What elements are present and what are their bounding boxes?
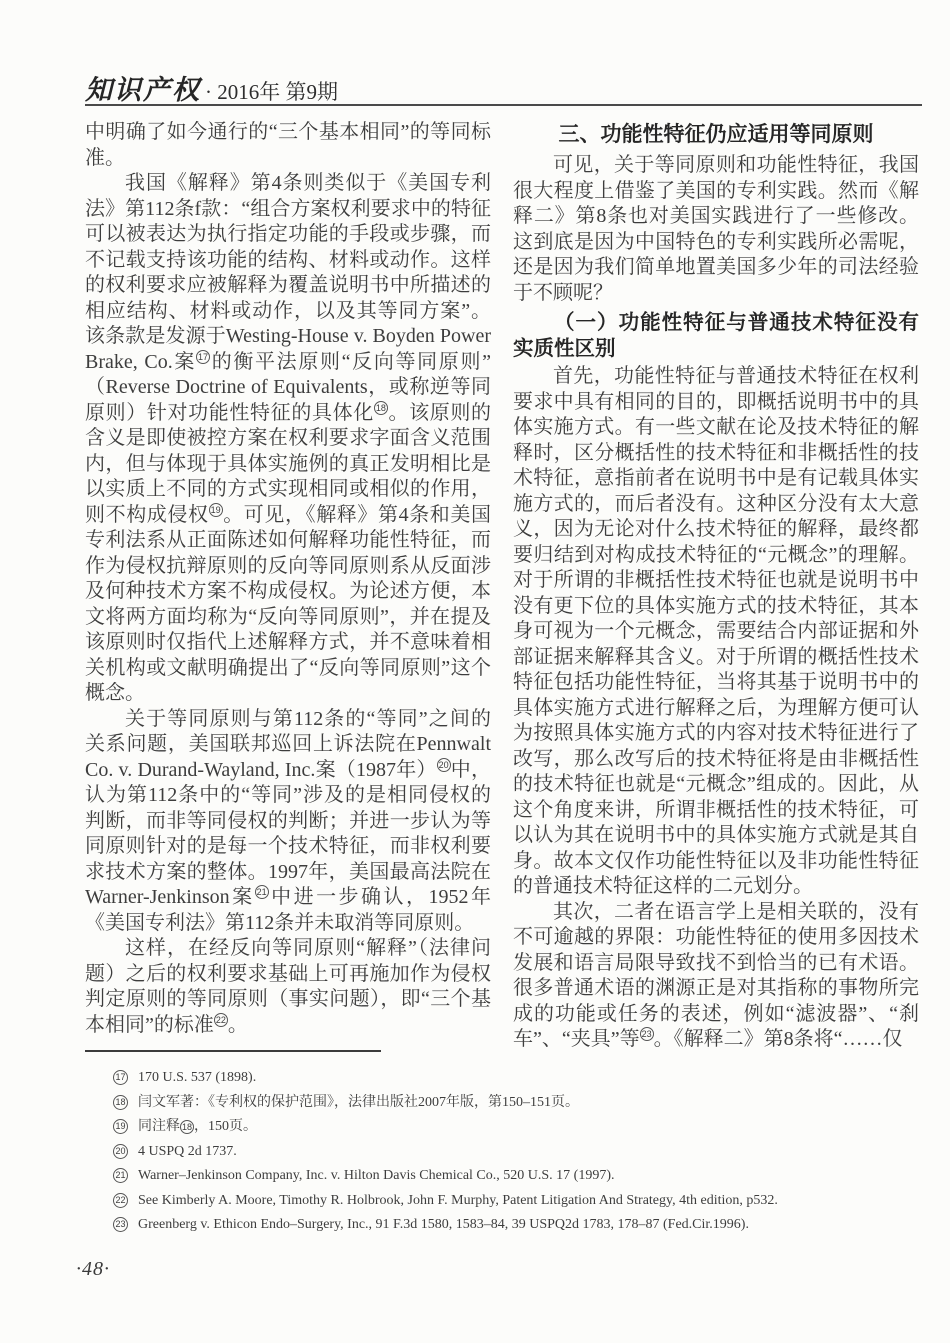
footnote-item	[113, 1068, 920, 1088]
footnote-ref	[214, 1008, 228, 1027]
footnote-ref	[209, 498, 223, 517]
masthead	[85, 68, 920, 107]
footnote-item	[113, 1142, 920, 1162]
circled-number: 19	[113, 1119, 128, 1134]
footnote-ref	[640, 1022, 654, 1041]
footnote-item	[113, 1191, 920, 1211]
footnote-item	[113, 1215, 920, 1235]
footnote-ref	[437, 753, 451, 772]
footnote-item	[113, 1166, 920, 1186]
left-column	[85, 120, 491, 1053]
paragraph: 我国《解释》第4条则类似于《美国专利法》第112条f款：“组合方案权利要求中的特征可以被表达为执行指定功能的手段或步骤，而不记载支持该功能的结构、材料或动作。这样的权利要求应被解释为覆盖说明书中所描述的相应结构、材料或动作，以及其等同方案”。该条款是发源于Westing-House v. Boyden Power Brake, Co.案 $^{17}$ 的衡平法原则“反向等同原则”（Reverse Doctrine of Equivalents，或称逆等同原则）针对功能性特征的具体化 $^{18}$ 。该原则的含义是即使被控方案在权利要求字面含义范围内，但与体现于具体实施例的真正发明相比是以实质上不同的方式实现相同或相似的作用，则不构成侵权 $^{19}$ 。可见，《解释》第4条和美国专利法系从正面陈述如何解释功能性特征，而作为侵权抗辩原则的反向等同原则系从反面涉及何种技术方案不构成侵权。为论述方便，本文将两方面均称为“反向等同原则”，并在提及该原则时仅指代上述解释方式，并不意味着相关机构或文献明确提出了“反向等同原则”这个概念。	[85, 172, 492, 704]
footnote-text: 170 U.S. 537 (1898).	[138, 1070, 257, 1085]
footnote-item	[113, 1117, 920, 1137]
footnote-ref	[255, 880, 269, 899]
circled-number: 18	[113, 1095, 128, 1110]
circled-number: 21	[113, 1168, 128, 1183]
circled-number: 20	[113, 1144, 128, 1159]
footnote-text: 同注释 18 ，150页。	[138, 1119, 257, 1134]
footnote-ref	[196, 345, 210, 364]
body-paragraphs	[513, 364, 919, 1053]
circled-number: 21	[256, 887, 267, 898]
paragraph: 中明确了如今通行的“三个基本相同”的等同标准。	[85, 121, 491, 169]
paragraph: 首先，功能性特征与普通技术特征在权利要求中具有相同的目的，即概括说明书中的具体实施方式。有一些文献在论及技术特征的解释时，区分概括性的技术特征和非概括性的技术特征，意指前者在说明书中是有记载具体实施方式的，而后者没有。这种区分没有太大意义，因为无论对什么技术特征的解释，最终都要归结到对构成技术特征的“元概念”的理解。对于所谓的非概括性技术特征也就是说明书中没有更下位的具体实施方式的技术特征，其本身可视为一个元概念，需要结合内部证据和外部证据来解释其含义。对于所谓的概括性技术特征包括功能性特征，当将其基于说明书中的具体实施方式进行解释之后，为理解方便可认为按照具体实施方式的内容对技术特征进行了改写，那么改写后的技术特征将是由非概括性的技术特征也就是“元概念”组成的。因此，从这个角度来讲，所谓非概括性的技术特征，可以认为其在说明书中的具体实施方式就是其自身。故本文仅作功能性特征以及非功能性特征的普通技术特征这样的二元划分。	[513, 365, 919, 897]
circled-number: 23	[113, 1217, 128, 1232]
footnote-text: See Kimberly A. Moore, Timothy R. Holbrook, John F. Murphy, Patent Litigation And Strategy, 4th edition, p532.	[138, 1192, 778, 1208]
paragraph: 关于等同原则与第112条的“等同”之间的关系问题，美国联邦巡回上诉法院在Pennwalt Co. v. Durand-Wayland, Inc.案（1987年） $^{20}$ 中，认为第112条中的“等同”涉及的是相同侵权的判断，而非等同侵权的判断；并进一步认为等同原则针对的是每一个技术特征，而非权利要求技术方案的整体。1997年，美国最高法院在Warner-Jenkinson案 $^{21}$ 中进一步确认，1952年《美国专利法》第112条并未取消等同原则。	[85, 707, 492, 934]
paragraph: 可见，关于等同原则和功能性特征，我国很大程度上借鉴了美国的专利实践。然而《解释二》第8条也对美国实践进行了一些修改。这到底是因为中国特色的专利实践所必需呢，还是因为我们简单地置美国多少年的司法经验于不顾呢？	[513, 154, 919, 304]
circled-number: 23	[641, 1029, 652, 1040]
footnote-text: Warner–Jenkinson Company, Inc. v. Hilton Davis Chemical Co., 520 U.S. 17 (1997).	[138, 1168, 615, 1183]
footnote-item	[113, 1093, 920, 1113]
page-number: ·48·	[76, 1258, 110, 1280]
footnote-text: 4 USPQ 2d 1737.	[138, 1143, 237, 1159]
circled-number: 17	[113, 1070, 128, 1085]
footnote-divider	[85, 1050, 381, 1052]
journal-issue: · 2016年 第9期	[205, 80, 338, 104]
header-divider	[85, 104, 922, 106]
paragraph: 这样，在经反向等同原则“解释”（法律问题）之后的权利要求基础上可再施加作为侵权判定原则的等同原则（事实问题），即“三个基本相同”的标准 $^{22}$ 。	[85, 937, 491, 1036]
circled-number: 18	[181, 1122, 192, 1132]
footnote-ref	[374, 396, 388, 415]
intro-paragraphs	[513, 153, 919, 306]
section-heading: 三、功能性特征仍应适用等同原则	[558, 123, 874, 146]
footnote-text: 闫文军著：《专利权的保护范围》，法律出版社2007年版，第150–151页。	[138, 1094, 579, 1110]
journal-title: 知识产权	[85, 75, 201, 105]
circled-number: 17	[198, 351, 209, 362]
circled-number: 20	[438, 759, 449, 770]
subsection-heading: （一）功能性特征与普通技术特征没有实质性区别	[513, 312, 919, 360]
circled-number: 18	[375, 402, 386, 413]
paragraph: 其次，二者在语言学上是相关联的，没有不可逾越的界限：功能性特征的使用多因技术发展和语言局限导致找不到恰当的已有术语。很多普通术语的渊源正是对其指称的事物所完成的功能或任务的表述，例如“滤波器”、“刹车”、“夹具”等 $^{23}$ 。《解释二》第8条将“……仅	[513, 900, 919, 1050]
article-body	[85, 120, 920, 1053]
circled-number: 22	[215, 1014, 226, 1025]
right-column	[513, 120, 919, 1053]
circled-number: 22	[113, 1193, 128, 1208]
footnote-text: Greenberg v. Ethicon Endo–Surgery, Inc., 91 F.3d 1580, 1583–84, 39 USPQ2d 1783, 178–87 (Fed.Cir.1996).	[138, 1217, 749, 1232]
circled-number: 19	[210, 504, 221, 515]
footnote-list	[85, 1068, 920, 1235]
footnotes-section	[85, 1050, 920, 1240]
